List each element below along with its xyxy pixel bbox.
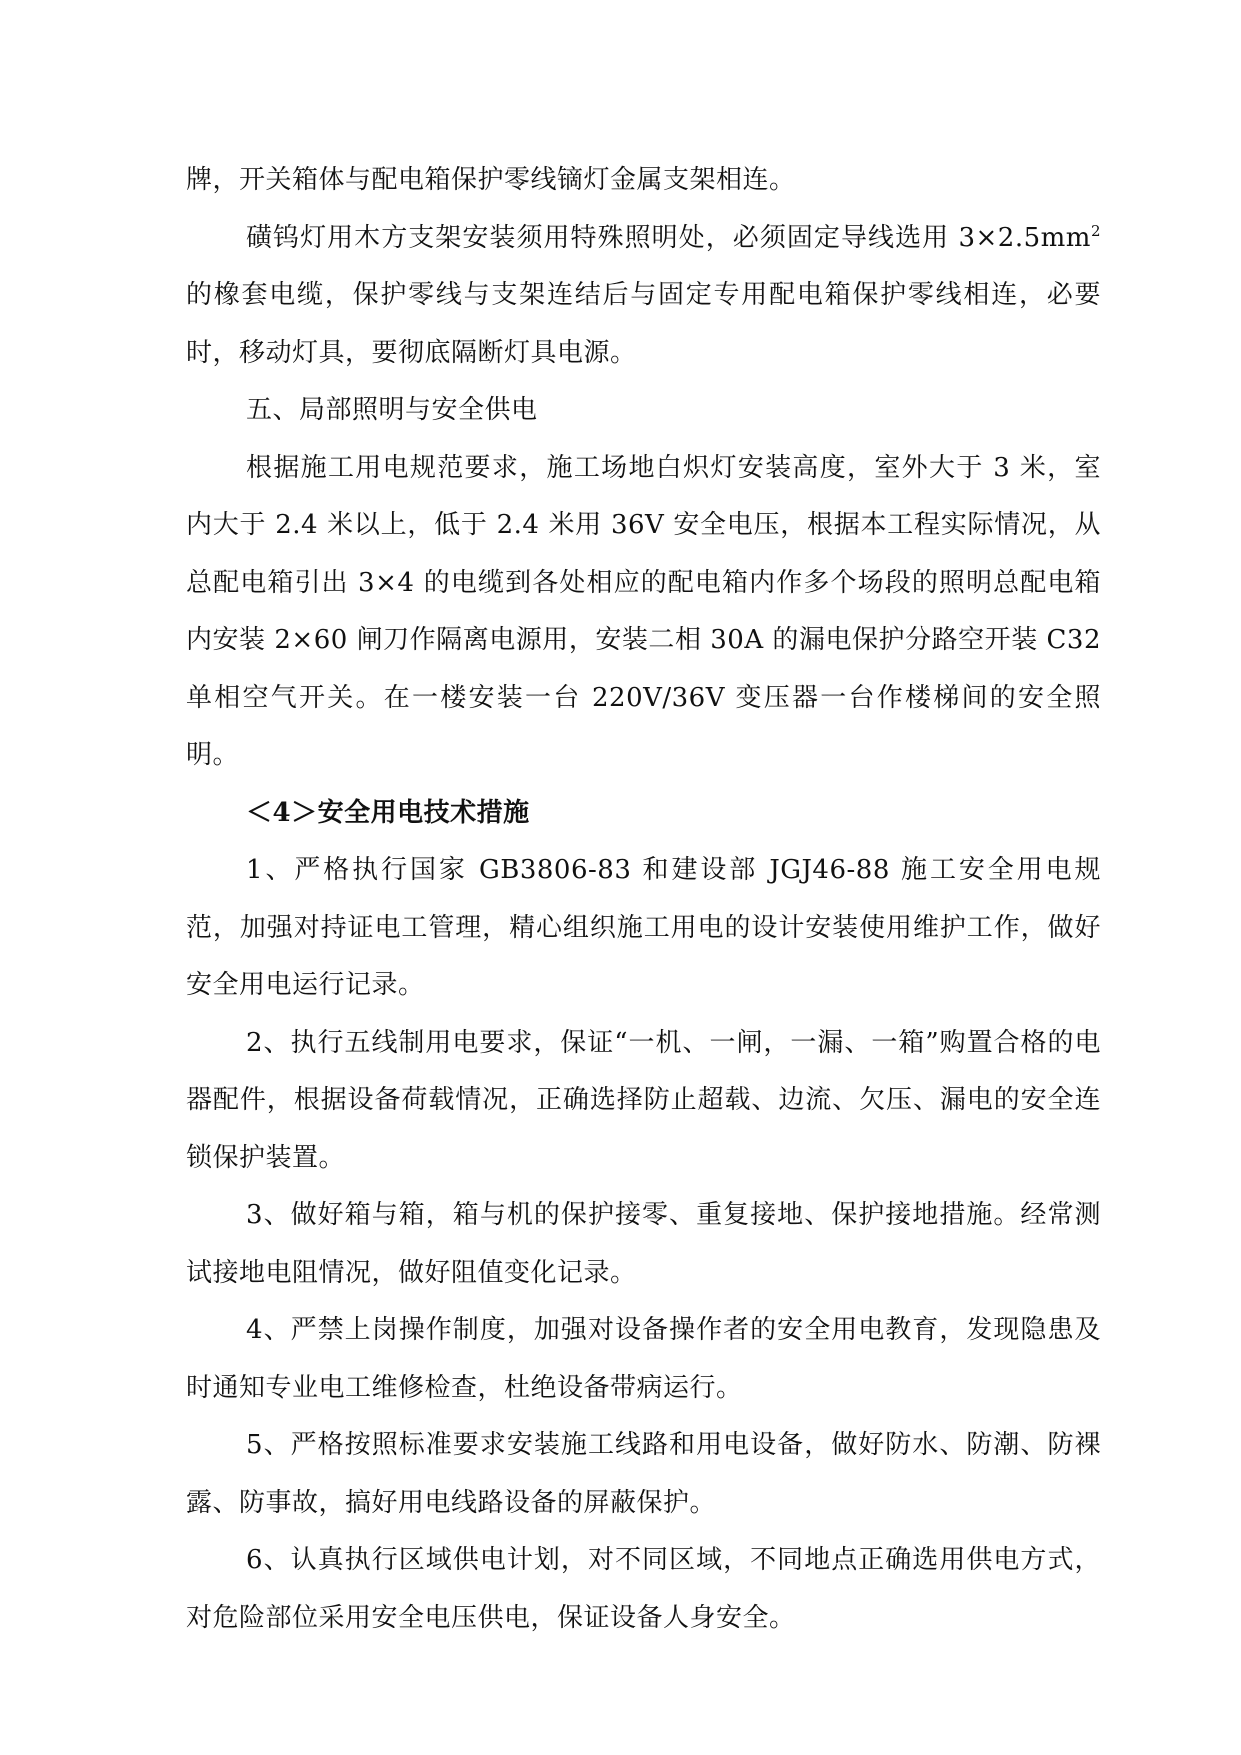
section-heading-safety-measures: ＜4＞安全用电技术措施 bbox=[246, 797, 530, 828]
superscript-exponent: 2 bbox=[1090, 221, 1101, 240]
list-item-measure-2: 2、执行五线制用电要求，保证“一机、一闸，一漏、一箱”购置合格的电器配件，根据设备荷载情况，正确选择防止超载、边流、欠压、漏电的安全连锁保护装置。 bbox=[186, 1027, 1101, 1173]
paragraph-text-part: 磺钨灯用木方支架安装须用特殊照明处，必须固定导线选用 3×2.5mm bbox=[246, 222, 1091, 253]
list-item-measure-5: 5、严格按照标准要求安装施工线路和用电设备，做好防水、防潮、防裸露、防事故，搞好用电线路设备的屏蔽保护。 bbox=[186, 1430, 1101, 1518]
list-item-measure-4: 4、严禁上岗操作制度，加强对设备操作者的安全用电教育，发现隐患及时通知专业电工维修检查，杜绝设备带病运行。 bbox=[186, 1315, 1101, 1403]
paragraph-lighting-requirements: 根据施工用电规范要求，施工场地白炽灯安装高度，室外大于 3 米，室内大于 2.4 米以上，低于 2.4 米用 36V 安全电压，根据本工程实际情况，从总配电箱引出 3×4 的电缆到各处相应的配电箱内作多个场段的照明总配电箱内安装 2×60 闸刀作隔离电源用，安装二相 30A 的漏电保护分路空开装 C32 单相空气开关。在一楼安装一台 220V/36V 变压器一台作楼梯间的安全照明。 bbox=[186, 452, 1101, 770]
paragraph-text-part: 的橡套电缆，保护零线与支架连结后与固定专用配电箱保护零线相连，必要时，移动灯具，要彻底隔断灯具电源。 bbox=[186, 280, 1101, 368]
list-item-measure-1: 1、严格执行国家 GB3806-83 和建设部 JGJ46-88 施工安全用电规范，加强对持证电工管理，精心组织施工用电的设计安装使用维护工作，做好安全用电运行记录。 bbox=[186, 855, 1101, 1000]
paragraph-lamp-installation bbox=[186, 210, 1101, 383]
list-item-measure-3: 3、做好箱与箱，箱与机的保护接零、重复接地、保护接地措施。经常测试接地电阻情况，做好阻值变化记录。 bbox=[186, 1200, 1101, 1288]
section-heading-local-lighting: 五、局部照明与安全供电 bbox=[246, 395, 538, 425]
list-item-measure-6: 6、认真执行区域供电计划，对不同区域，不同地点正确选用供电方式，对危险部位采用安全电压供电，保证设备人身安全。 bbox=[186, 1545, 1101, 1633]
paragraph-continuation: 牌，开关箱体与配电箱保护零线镝灯金属支架相连。 bbox=[186, 165, 796, 195]
